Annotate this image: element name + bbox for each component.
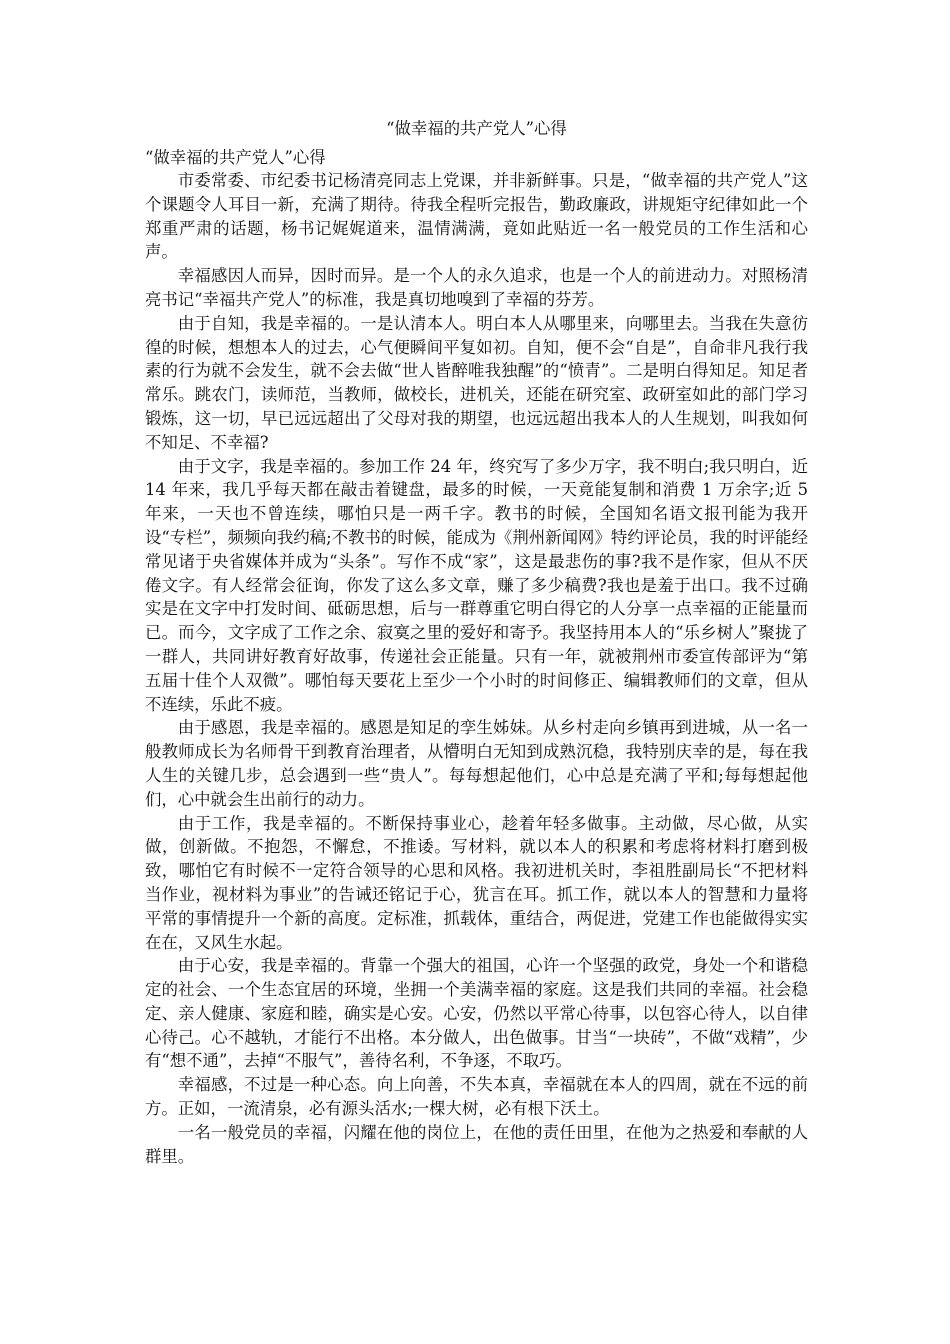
document-title: “做幸福的共产党人”心得 (386, 119, 567, 138)
document-body (145, 169, 808, 1168)
document-page (145, 118, 808, 1168)
paragraph: 一名一般党员的幸福，闪耀在他的岗位上，在他的责任田里，在他为之热爱和奉献的人群里。 (145, 1122, 808, 1166)
paragraph: 由于自知，我是幸福的。一是认清本人。明白本人从哪里来，向哪里去。当我在失意彷徨的时候，想想本人的过去，心气便瞬间平复如初。自知，便不会“自是”，自命非凡我行我素的行为就不会发生，就不会去做“世人皆醉唯我独醒”的“愤青”。二是明白得知足。知足者常乐。跳农门，读师范，当教师，做校长，进机关，还能在研究室、政研室如此的部门学习锻炼，这一切，早已远远超出了父母对我的期望，也远远超出我本人的人生规划，叫我如何不知足、不幸福? (145, 313, 808, 452)
paragraph: 由于文字，我是幸福的。参加工作 24 年，终究写了多少万字，我不明白;我只明白，近 14 年来，我几乎每天都在敲击着键盘，最多的时候，一天竟能复制和消费 1 万余字;近 5 年来，一天也不曾连续，哪怕只是一两千字。教书的时候，全国知名语文报刊能为我开设“专栏”，频频向我约稿;不教书的时候，能成为《荆州新闻网》特约评论员，我的时评能经常见诸于央省媒体并成为“头条”。写作不成“家”，这是最悲伤的事?我不是作家，但从不厌倦文字。有人经常会征询，你发了这么多文章，赚了多少稿费?我也是羞于出口。我不过确实是在文字中打发时间、砥砺思想，后与一群尊重它明白得它的人分享一点幸福的正能量而已。而今，文字成了工作之余、寂寞之里的爱好和寄予。我坚持用本人的“乐乡树人”聚拢了一群人，共同讲好教育好故事，传递社会正能量。只有一年，就被荆州市委宣传部评为“第五届十佳个人双微”。哪怕每天要花上至少一个小时的时间修正、编辑教师们的文章，但从不连续，乐此不疲。 (145, 456, 808, 714)
paragraph: 由于感恩，我是幸福的。感恩是知足的孪生姊妹。从乡村走向乡镇再到进城，从一名一般教师成长为名师骨干到教育治理者，从懵明白无知到成熟沉稳，我特别庆幸的是，每在我人生的关键几步，总会遇到一些“贵人”。每每想起他们，心中总是充满了平和;每每想起他们，心中就会生出前行的动力。 (145, 718, 808, 809)
document-subtitle: “做幸福的共产党人”心得 (145, 148, 326, 167)
paragraph: 由于心安，我是幸福的。背靠一个强大的祖国，心许一个坚强的政党，身处一个和谐稳定的社会、一个生态宜居的环境，坐拥一个美满幸福的家庭。这是我们共同的幸福。社会稳定、亲人健康、家庭和睦，确实是心安。心安，仍然以平常心待事，以包容心待人，以自律心待己。心不越轨，才能行不出格。本分做人，出色做事。甘当“一块砖”，不做“戏精”，少有“想不通”，去掉“不服气”，善待名利，不争逐，不取巧。 (145, 956, 808, 1071)
paragraph: 幸福感，不过是一种心态。向上向善，不失本真，幸福就在本人的四周，就在不远的前方。正如，一流清泉，必有源头活水;一棵大树，必有根下沃土。 (145, 1075, 808, 1119)
paragraph: 由于工作，我是幸福的。不断保持事业心，趁着年轻多做事。主动做，尽心做，从实做，创新做。不抱怨，不懈怠，不推诿。写材料，就以本人的积累和考虑将材料打磨到极致，哪怕它有时候不一定符合领导的心思和风格。我初进机关时，李祖胜副局长“不把材料当作业，视材料为事业”的告诫还铭记于心，犹言在耳。抓工作，就以本人的智慧和力量将平常的事情提升一个新的高度。定标准，抓载体，重结合，两促进，党建工作也能做得实实在在，又风生水起。 (145, 813, 808, 952)
paragraph: 幸福感因人而异，因时而异。是一个人的永久追求，也是一个人的前进动力。对照杨清亮书记“幸福共产党人”的标准，我是真切地嗅到了幸福的芬芳。 (145, 266, 808, 309)
paragraph: 市委常委、市纪委书记杨清亮同志上党课，并非新鲜事。只是，“做幸福的共产党人”这个课题令人耳目一新，充满了期待。待我全程听完报告，勤政廉政，讲规矩守纪律如此一个郑重严肃的话题，杨书记娓娓道来，温情满满，竟如此贴近一名一般党员的工作生活和心声。 (145, 171, 808, 262)
